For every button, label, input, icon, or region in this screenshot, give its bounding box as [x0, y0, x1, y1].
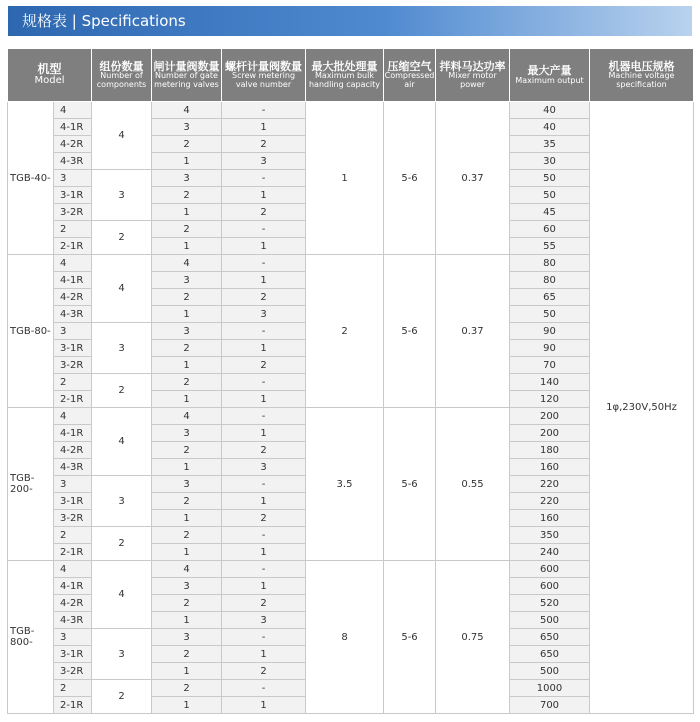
mixer-power-cell: 0.55 — [436, 408, 510, 561]
screw-valves-cell: 2 — [222, 442, 306, 459]
max-output-cell: 600 — [510, 561, 590, 578]
max-output-cell: 160 — [510, 510, 590, 527]
screw-valves-cell: 1 — [222, 544, 306, 561]
max-output-cell: 80 — [510, 272, 590, 289]
max-output-cell: 30 — [510, 153, 590, 170]
header-components: 组份数量 Number of components — [92, 49, 152, 102]
sub-model-cell: 4-2R — [54, 136, 92, 153]
sub-model-cell: 4-1R — [54, 119, 92, 136]
gate-valves-cell: 2 — [152, 527, 222, 544]
screw-valves-cell: - — [222, 476, 306, 493]
sub-model-cell: 4-1R — [54, 272, 92, 289]
gate-valves-cell: 1 — [152, 459, 222, 476]
screw-valves-cell: 3 — [222, 153, 306, 170]
screw-valves-cell: - — [222, 255, 306, 272]
sub-model-cell: 3-1R — [54, 340, 92, 357]
gate-valves-cell: 3 — [152, 272, 222, 289]
specifications-body — [8, 102, 694, 714]
screw-valves-cell: 1 — [222, 238, 306, 255]
gate-valves-cell: 3 — [152, 323, 222, 340]
screw-valves-cell: 1 — [222, 272, 306, 289]
components-cell: 3 — [92, 323, 152, 374]
max-output-cell: 40 — [510, 119, 590, 136]
batch-capacity-cell: 2 — [306, 255, 384, 408]
mixer-power-cell: 0.37 — [436, 102, 510, 255]
model-name-cell: TGB-80- — [8, 255, 54, 408]
sub-model-cell: 4-3R — [54, 306, 92, 323]
screw-valves-cell: - — [222, 374, 306, 391]
components-cell: 2 — [92, 680, 152, 714]
sub-model-cell: 4-1R — [54, 578, 92, 595]
gate-valves-cell: 1 — [152, 663, 222, 680]
screw-valves-cell: 2 — [222, 204, 306, 221]
max-output-cell: 650 — [510, 646, 590, 663]
header-batch-capacity: 最大批处理量 Maximum bulk handling capacity — [306, 49, 384, 102]
max-output-cell: 40 — [510, 102, 590, 119]
sub-model-cell: 3-1R — [54, 493, 92, 510]
header-voltage: 机器电压规格 Machine voltage specification — [590, 49, 694, 102]
max-output-cell: 160 — [510, 459, 590, 476]
max-output-cell: 1000 — [510, 680, 590, 697]
header-row — [8, 49, 694, 102]
sub-model-cell: 3 — [54, 170, 92, 187]
max-output-cell: 65 — [510, 289, 590, 306]
gate-valves-cell: 1 — [152, 238, 222, 255]
batch-capacity-cell: 1 — [306, 102, 384, 255]
screw-valves-cell: 1 — [222, 425, 306, 442]
page-title-banner — [8, 6, 692, 36]
sub-model-cell: 2 — [54, 680, 92, 697]
max-output-cell: 650 — [510, 629, 590, 646]
gate-valves-cell: 1 — [152, 306, 222, 323]
screw-valves-cell: 3 — [222, 306, 306, 323]
sub-model-cell: 4-3R — [54, 612, 92, 629]
sub-model-cell: 4-3R — [54, 459, 92, 476]
screw-valves-cell: 1 — [222, 119, 306, 136]
gate-valves-cell: 3 — [152, 578, 222, 595]
gate-valves-cell: 1 — [152, 204, 222, 221]
gate-valves-cell: 1 — [152, 153, 222, 170]
sub-model-cell: 4-2R — [54, 289, 92, 306]
screw-valves-cell: 2 — [222, 510, 306, 527]
gate-valves-cell: 2 — [152, 595, 222, 612]
sub-model-cell: 4-2R — [54, 442, 92, 459]
sub-model-cell: 3-2R — [54, 204, 92, 221]
components-cell: 3 — [92, 629, 152, 680]
gate-valves-cell: 2 — [152, 187, 222, 204]
gate-valves-cell: 3 — [152, 629, 222, 646]
sub-model-cell: 3 — [54, 323, 92, 340]
compressed-air-cell: 5-6 — [384, 561, 436, 714]
gate-valves-cell: 4 — [152, 255, 222, 272]
gate-valves-cell: 4 — [152, 102, 222, 119]
screw-valves-cell: 1 — [222, 340, 306, 357]
screw-valves-cell: - — [222, 323, 306, 340]
header-mixer-power: 拌料马达功率 Mixer motor power — [436, 49, 510, 102]
gate-valves-cell: 2 — [152, 289, 222, 306]
max-output-cell: 200 — [510, 408, 590, 425]
gate-valves-cell: 4 — [152, 561, 222, 578]
header-model: 机型 Model — [8, 49, 92, 102]
screw-valves-cell: 2 — [222, 289, 306, 306]
sub-model-cell: 4 — [54, 408, 92, 425]
screw-valves-cell: - — [222, 561, 306, 578]
components-cell: 3 — [92, 476, 152, 527]
screw-valves-cell: 2 — [222, 663, 306, 680]
components-cell: 4 — [92, 102, 152, 170]
max-output-cell: 600 — [510, 578, 590, 595]
max-output-cell: 220 — [510, 493, 590, 510]
screw-valves-cell: 1 — [222, 391, 306, 408]
gate-valves-cell: 4 — [152, 408, 222, 425]
sub-model-cell: 4-3R — [54, 153, 92, 170]
gate-valves-cell: 2 — [152, 646, 222, 663]
gate-valves-cell: 1 — [152, 697, 222, 714]
max-output-cell: 70 — [510, 357, 590, 374]
gate-valves-cell: 2 — [152, 340, 222, 357]
screw-valves-cell: 1 — [222, 646, 306, 663]
screw-valves-cell: 3 — [222, 612, 306, 629]
screw-valves-cell: - — [222, 221, 306, 238]
voltage-cell: 1φ,230V,50Hz — [590, 102, 694, 714]
max-output-cell: 500 — [510, 663, 590, 680]
gate-valves-cell: 2 — [152, 374, 222, 391]
screw-valves-cell: - — [222, 170, 306, 187]
gate-valves-cell: 1 — [152, 357, 222, 374]
components-cell: 4 — [92, 561, 152, 629]
sub-model-cell: 2-1R — [54, 697, 92, 714]
mixer-power-cell: 0.37 — [436, 255, 510, 408]
sub-model-cell: 2-1R — [54, 544, 92, 561]
screw-valves-cell: - — [222, 102, 306, 119]
max-output-cell: 60 — [510, 221, 590, 238]
sub-model-cell: 2-1R — [54, 391, 92, 408]
gate-valves-cell: 2 — [152, 442, 222, 459]
sub-model-cell: 3-2R — [54, 510, 92, 527]
model-name-cell: TGB-40- — [8, 102, 54, 255]
gate-valves-cell: 2 — [152, 493, 222, 510]
max-output-cell: 90 — [510, 340, 590, 357]
max-output-cell: 180 — [510, 442, 590, 459]
screw-valves-cell: 2 — [222, 595, 306, 612]
model-name-cell: TGB-200- — [8, 408, 54, 561]
sub-model-cell: 3 — [54, 476, 92, 493]
gate-valves-cell: 2 — [152, 221, 222, 238]
sub-model-cell: 3-2R — [54, 357, 92, 374]
gate-valves-cell: 2 — [152, 136, 222, 153]
gate-valves-cell: 1 — [152, 391, 222, 408]
batch-capacity-cell: 3.5 — [306, 408, 384, 561]
screw-valves-cell: - — [222, 527, 306, 544]
screw-valves-cell: 2 — [222, 136, 306, 153]
sub-model-cell: 2-1R — [54, 238, 92, 255]
sub-model-cell: 3-1R — [54, 646, 92, 663]
sub-model-cell: 2 — [54, 374, 92, 391]
sub-model-cell: 4 — [54, 561, 92, 578]
compressed-air-cell: 5-6 — [384, 102, 436, 255]
components-cell: 2 — [92, 527, 152, 561]
max-output-cell: 140 — [510, 374, 590, 391]
screw-valves-cell: 2 — [222, 357, 306, 374]
screw-valves-cell: 1 — [222, 493, 306, 510]
header-max-output: 最大产量 Maximum output — [510, 49, 590, 102]
max-output-cell: 220 — [510, 476, 590, 493]
max-output-cell: 120 — [510, 391, 590, 408]
components-cell: 2 — [92, 374, 152, 408]
max-output-cell: 240 — [510, 544, 590, 561]
table-row — [8, 102, 694, 119]
screw-valves-cell: - — [222, 680, 306, 697]
components-cell: 3 — [92, 170, 152, 221]
compressed-air-cell: 5-6 — [384, 408, 436, 561]
sub-model-cell: 4 — [54, 102, 92, 119]
sub-model-cell: 2 — [54, 221, 92, 238]
gate-valves-cell: 1 — [152, 510, 222, 527]
max-output-cell: 50 — [510, 306, 590, 323]
max-output-cell: 55 — [510, 238, 590, 255]
max-output-cell: 520 — [510, 595, 590, 612]
page-title: 规格表 | Specifications — [22, 12, 186, 30]
max-output-cell: 90 — [510, 323, 590, 340]
gate-valves-cell: 2 — [152, 680, 222, 697]
model-name-cell: TGB-800- — [8, 561, 54, 714]
sub-model-cell: 3 — [54, 629, 92, 646]
gate-valves-cell: 3 — [152, 170, 222, 187]
max-output-cell: 700 — [510, 697, 590, 714]
max-output-cell: 500 — [510, 612, 590, 629]
header-gate-valves: 闸计量阀数量 Number of gate metering valves — [152, 49, 222, 102]
sub-model-cell: 3-1R — [54, 187, 92, 204]
mixer-power-cell: 0.75 — [436, 561, 510, 714]
screw-valves-cell: 1 — [222, 187, 306, 204]
header-screw-valves: 螺杆计量阀数量 Screw metering valve number — [222, 49, 306, 102]
max-output-cell: 50 — [510, 170, 590, 187]
components-cell: 4 — [92, 408, 152, 476]
screw-valves-cell: 1 — [222, 578, 306, 595]
sub-model-cell: 4-2R — [54, 595, 92, 612]
gate-valves-cell: 3 — [152, 476, 222, 493]
compressed-air-cell: 5-6 — [384, 255, 436, 408]
screw-valves-cell: - — [222, 408, 306, 425]
screw-valves-cell: - — [222, 629, 306, 646]
batch-capacity-cell: 8 — [306, 561, 384, 714]
gate-valves-cell: 1 — [152, 612, 222, 629]
max-output-cell: 50 — [510, 187, 590, 204]
sub-model-cell: 4-1R — [54, 425, 92, 442]
gate-valves-cell: 1 — [152, 544, 222, 561]
sub-model-cell: 4 — [54, 255, 92, 272]
gate-valves-cell: 3 — [152, 425, 222, 442]
components-cell: 4 — [92, 255, 152, 323]
screw-valves-cell: 3 — [222, 459, 306, 476]
header-compressed-air: 压缩空气 Compressed air — [384, 49, 436, 102]
max-output-cell: 35 — [510, 136, 590, 153]
components-cell: 2 — [92, 221, 152, 255]
sub-model-cell: 3-2R — [54, 663, 92, 680]
sub-model-cell: 2 — [54, 527, 92, 544]
screw-valves-cell: 1 — [222, 697, 306, 714]
max-output-cell: 350 — [510, 527, 590, 544]
specifications-table — [7, 48, 694, 714]
max-output-cell: 45 — [510, 204, 590, 221]
gate-valves-cell: 3 — [152, 119, 222, 136]
max-output-cell: 80 — [510, 255, 590, 272]
max-output-cell: 200 — [510, 425, 590, 442]
